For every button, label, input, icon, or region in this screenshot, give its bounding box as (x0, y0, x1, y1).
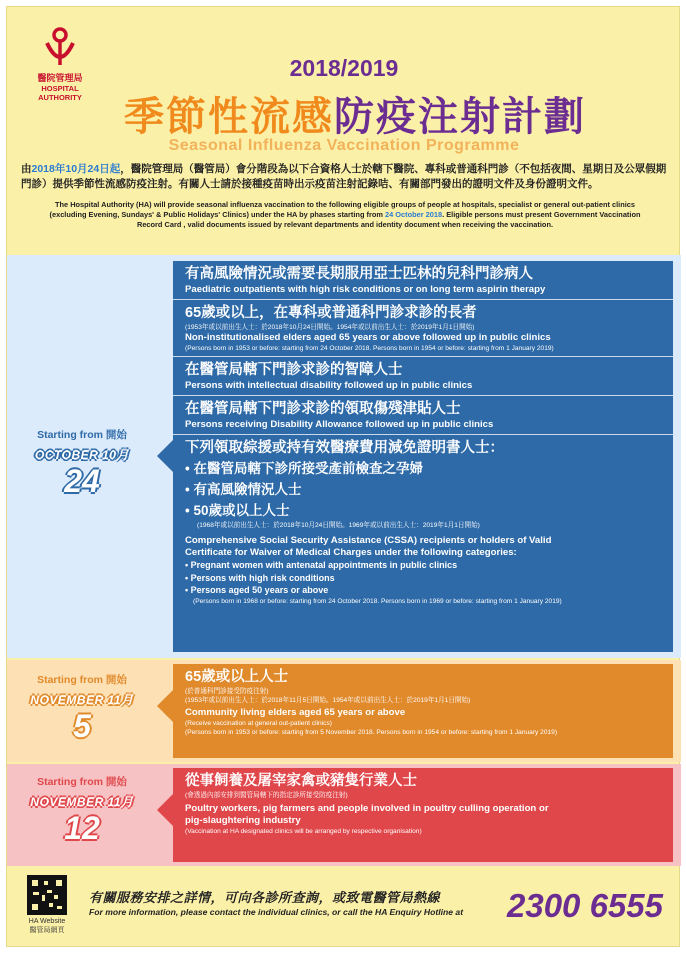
group-poultry-workers (173, 768, 673, 839)
group-heading-zh: 有高風險情況或需要長期服用亞士匹林的兒科門診病人 (185, 266, 533, 282)
programme-year: 2018/2019 (289, 55, 399, 81)
phase-3-start-label: Starting from 開始 (37, 776, 127, 788)
phase-1-day: 24 (64, 463, 100, 499)
title-zh (95, 85, 615, 142)
group-note-en: (Receive vaccination at general out-patient clinics) (185, 720, 332, 727)
cssa-note-en: (Persons born in 1968 or before: starting from 24 October 2018. Persons born in 1969 or before: starting from 1 January 2019) (193, 597, 562, 605)
cssa-heading-en-2: Certificate for Waiver of Medical Charges under the following categories: (185, 547, 517, 558)
logo-name-zh: 醫院管理局 (37, 73, 83, 83)
phase-3-arrow (157, 794, 173, 826)
title-zh-part-a: 季節性流感 (124, 95, 334, 139)
group-heading-en-2: pig-slaughtering industry (185, 815, 301, 826)
title-en: Seasonal Influenza Vaccination Programme (168, 137, 520, 154)
phase-2-band (7, 660, 681, 762)
hotline-number[interactable]: 2300 6555 (507, 887, 663, 924)
intro-zh-date: 2018年10月24日起 (31, 163, 121, 175)
intro-zh-text-1: 由 (21, 163, 32, 175)
phase-3-start (7, 774, 157, 846)
group-heading-en: Persons receiving Disability Allowance followed up in public clinics (185, 419, 494, 430)
intro-en-text-2: . Eligible persons must present Government Vaccination Record Card , valid documents issued by relevant departments and identity document when receiving the vaccination. (136, 210, 641, 229)
group-heading-en-1: Poultry workers, pig farmers and people involved in poultry culling operation or (185, 803, 549, 814)
group-heading-zh: 65歲或以上人士 (185, 669, 289, 685)
group-note-en: (Persons born in 1953 or before: starting from 24 October 2018. Persons born in 1954 or before: starting from 1 January 2019) (185, 345, 554, 352)
footer (7, 867, 681, 948)
cssa-bullet-zh: • 有高風險情況人士 (185, 482, 302, 497)
cssa-bullet-en: • Pregnant women with antenatal appointments in public clinics (185, 560, 458, 570)
intro-zh-text-2: ，醫院管理局（醫管局）會分階段為以下合資格人士於轄下醫院、專科或普通科門診（不包括夜間、星期日及公眾假期門診）提供季節性流感防疫注射。有關人士請於接種疫苗時出示疫苗注射記錄咭、有關部門發出的證明文件及身份證明文件。 (21, 163, 667, 190)
intro-en-text-1: The Hospital Authority (HA) will provide seasonal influenza vaccination to the following eligible groups of people at hospitals, specialist or general out-patient clinics (excluding Evening, Sundays' & Public Holidays' Clinics) under the HA by phases starting from (49, 200, 635, 219)
phase-3-band (7, 764, 681, 866)
cssa-bullet-zh: • 50歲或以上人士 (185, 503, 290, 518)
title-zh-part-b: 防疫注射計劃 (334, 95, 586, 139)
enquiry-text-en: For more information, please contact the individual clinics, or call the HA Enquiry Hotline at (89, 907, 464, 917)
logo-name-en-1: HOSPITAL (41, 84, 79, 93)
phase-1-band (7, 255, 681, 658)
phase-1-panel (173, 261, 673, 652)
phase-1-start (7, 427, 157, 499)
group-community-elders (173, 664, 673, 740)
cssa-heading-en-1: Comprehensive Social Security Assistance (CSSA) recipients or holders of Valid (185, 535, 552, 546)
group-heading-zh: 65歲或以上，在專科或普通科門診求診的長者 (185, 305, 477, 321)
qr-code-icon[interactable] (27, 875, 67, 915)
intro-en (41, 200, 649, 230)
group-cssa (173, 435, 673, 609)
logo-name-en-2: AUTHORITY (38, 93, 82, 102)
phase-2-panel (173, 664, 673, 758)
group-heading-en: Paediatric outpatients with high risk conditions or on long term aspirin therapy (185, 284, 546, 295)
group-heading-zh: 從事飼養及屠宰家禽或豬隻行業人士 (185, 773, 417, 789)
group-paediatric (173, 261, 673, 300)
phase-3-panel (173, 768, 673, 862)
cssa-bullet-en: • Persons with high risk conditions (185, 572, 335, 583)
enquiry-text-zh: 有關服務安排之詳情，可向各診所查詢，或致電醫管局熱線 (89, 890, 441, 905)
intro-zh (21, 162, 669, 192)
group-heading-zh: 在醫管局轄下門診求診的領取傷殘津貼人士 (185, 401, 461, 417)
group-heading-en: Non-institutionalised elders aged 65 years or above followed up in public clinics (185, 332, 551, 343)
qr-label-zh: 醫管局網頁 (29, 927, 65, 934)
phase-2-start (7, 672, 157, 744)
group-note-zh: (1953年或以前出生人士：於2018年10月24日開始。1954年或以前出生人士：於2019年1月1日開始) (185, 324, 475, 331)
intro-en-date: 24 October 2018 (385, 210, 443, 219)
cssa-note-zh: (1968年或以前出生人士：於2018年10月24日開始。1969年或以前出生人士：2019年1月1日開始) (197, 522, 480, 529)
group-elders-65 (173, 300, 673, 357)
poster (6, 6, 680, 947)
cssa-heading-zh: 下列領取綜援或持有效醫療費用減免證明書人士： (185, 440, 504, 456)
group-heading-en: Community living elders aged 65 years or above (185, 707, 406, 718)
phase-1-arrow (157, 440, 173, 472)
group-note-en: (Vaccination at HA designated clinics will be arranged by respective organisation) (185, 828, 422, 835)
phase-3-day: 12 (64, 810, 100, 846)
group-heading-zh: 在醫管局轄下門診求診的智障人士 (185, 362, 403, 378)
phase-1-month: OCTOBER 10月 (35, 448, 129, 462)
phase-2-start-label: Starting from 開始 (37, 674, 127, 686)
group-heading-en: Persons with intellectual disability followed up in public clinics (185, 380, 473, 391)
qr-label-en: HA Website (28, 918, 66, 925)
cssa-bullet-en: • Persons aged 50 years or above (185, 585, 329, 595)
group-note-zh: (1953年或以前出生人士：於2018年11月5日開始。1954年或以前出生人士：於2019年1月1日開始) (185, 697, 471, 704)
phase-2-month: NOVEMBER 11月 (30, 693, 134, 707)
phase-2-day: 5 (73, 708, 91, 744)
group-note-en: (Persons born in 1953 or before: starting from 5 November 2018. Persons born in 1954 or before: starting from 1 January 2019) (185, 729, 558, 736)
phase-1-start-label: Starting from 開始 (37, 429, 127, 441)
group-note-zh: (於普通科門診接受防疫注射) (185, 688, 269, 695)
group-note-zh: (會透過內部安排到醫管局轄下的指定診所接受防疫注射) (185, 792, 348, 799)
phase-3-month: NOVEMBER 11月 (30, 795, 134, 809)
qr-label (17, 917, 77, 935)
cssa-bullet-zh: • 在醫管局轄下診所接受產前檢查之孕婦 (185, 461, 423, 476)
group-disability-allowance (173, 396, 673, 435)
group-intellectual-disability (173, 357, 673, 396)
phase-2-arrow (157, 690, 173, 722)
